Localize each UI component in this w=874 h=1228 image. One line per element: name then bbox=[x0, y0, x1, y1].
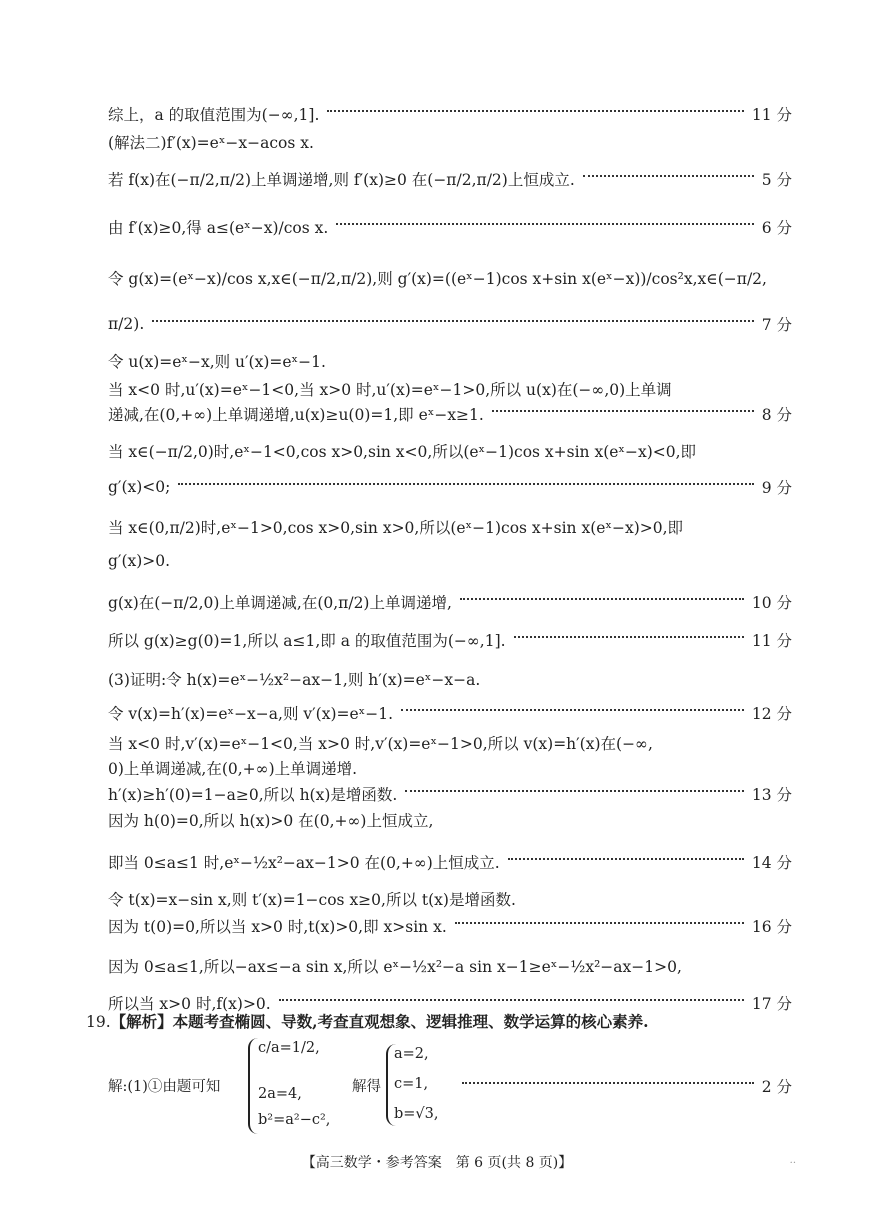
score: 10 分 bbox=[751, 594, 792, 612]
score: 14 分 bbox=[751, 854, 792, 872]
score: 13 分 bbox=[751, 786, 792, 804]
line-text: 令 g(x)=(eˣ−x)/cos x,x∈(−π/2,π/2),则 g′(x)=((eˣ−1)cos x+sin x(eˣ−x))/cos²x,x∈(−π/2, bbox=[108, 270, 767, 288]
answer-line bbox=[108, 783, 792, 805]
question-number: 19. bbox=[86, 1013, 111, 1031]
page-footer: 【高三数学・参考答案 第 6 页(共 8 页)】 bbox=[301, 1155, 573, 1171]
score: 5 分 bbox=[761, 171, 792, 189]
answer-line bbox=[108, 552, 792, 570]
answer-line bbox=[108, 629, 792, 651]
answer-line bbox=[108, 476, 792, 498]
leader-dots bbox=[152, 320, 753, 322]
answer-line bbox=[108, 757, 792, 779]
leader-dots bbox=[327, 110, 743, 112]
answer-line bbox=[108, 313, 792, 335]
answer-line bbox=[108, 103, 792, 125]
given-eq-3: b²=a²−c², bbox=[258, 1112, 331, 1128]
score: 16 分 bbox=[751, 918, 792, 936]
score: 2 分 bbox=[761, 1078, 792, 1096]
left-brace-icon bbox=[248, 1038, 258, 1134]
answer-line bbox=[108, 955, 792, 977]
solve-word: 解得 bbox=[352, 1079, 381, 1095]
line-text: 即当 0≤a≤1 时,eˣ−½x²−ax−1>0 在(0,+∞)上恒成立. bbox=[108, 854, 500, 872]
leader-dots bbox=[178, 483, 753, 485]
result-eq-1: a=2, bbox=[394, 1046, 429, 1062]
score: 11 分 bbox=[751, 632, 792, 650]
solution-score-line bbox=[454, 1075, 792, 1097]
answer-line bbox=[108, 809, 792, 831]
answer-line bbox=[108, 216, 792, 238]
score: 11 分 bbox=[751, 106, 792, 124]
leader-dots bbox=[455, 922, 744, 924]
answer-line bbox=[108, 131, 792, 153]
answer-line bbox=[108, 668, 792, 690]
line-text: g(x)在(−π/2,0)上单调递减,在(0,π/2)上单调递增, bbox=[108, 594, 452, 612]
line-text: 因为 h(0)=0,所以 h(x)>0 在(0,+∞)上恒成立, bbox=[108, 812, 434, 830]
answer-line bbox=[108, 267, 792, 289]
line-text: 当 x∈(0,π/2)时,eˣ−1>0,cos x>0,sin x>0,所以(eˣ−1)cos x+sin x(eˣ−x)>0,即 bbox=[108, 519, 684, 537]
answer-line bbox=[108, 350, 792, 372]
solution-intro: 解:(1)①由题可知 bbox=[108, 1079, 221, 1095]
answer-line bbox=[108, 591, 792, 613]
answer-line bbox=[108, 851, 792, 873]
corner-mark: ·· bbox=[789, 1158, 796, 1169]
line-text: g′(x)>0. bbox=[108, 552, 171, 570]
answer-line bbox=[108, 516, 792, 538]
given-eq-2: 2a=4, bbox=[258, 1086, 302, 1102]
line-text: 0)上单调递减,在(0,+∞)上单调递增. bbox=[108, 760, 358, 778]
result-eq-3: b=√3, bbox=[394, 1106, 439, 1122]
score: 12 分 bbox=[751, 705, 792, 723]
line-text: 递减,在(0,+∞)上单调递增,u(x)≥u(0)=1,即 eˣ−x≥1. bbox=[108, 406, 484, 424]
question-19-header bbox=[86, 1010, 648, 1032]
leader-dots bbox=[514, 636, 744, 638]
line-text: 当 x∈(−π/2,0)时,eˣ−1<0,cos x>0,sin x<0,所以(eˣ−1)cos x+sin x(eˣ−x)<0,即 bbox=[108, 443, 697, 461]
score: 17 分 bbox=[751, 995, 792, 1013]
line-text: (3)证明:令 h(x)=eˣ−½x²−ax−1,则 h′(x)=eˣ−x−a. bbox=[108, 671, 481, 689]
line-text: h′(x)≥h′(0)=1−a≥0,所以 h(x)是增函数. bbox=[108, 786, 398, 804]
score: 6 分 bbox=[761, 219, 792, 237]
answer-line bbox=[108, 403, 792, 425]
line-text: 因为 t(0)=0,所以当 x>0 时,t(x)>0,即 x>sin x. bbox=[108, 918, 447, 936]
score: 7 分 bbox=[761, 316, 792, 334]
leader-dots bbox=[492, 410, 754, 412]
leader-dots bbox=[583, 175, 754, 177]
analysis-tag: 【解析】 bbox=[110, 1012, 173, 1031]
score: 9 分 bbox=[761, 479, 792, 497]
given-eq-1: c/a=1/2, bbox=[258, 1040, 320, 1056]
leader-dots bbox=[508, 858, 744, 860]
leader-dots bbox=[279, 999, 744, 1001]
line-text: 所以当 x>0 时,f(x)>0. bbox=[108, 995, 271, 1013]
line-text: 令 v(x)=h′(x)=eˣ−x−a,则 v′(x)=eˣ−1. bbox=[108, 705, 394, 723]
line-text: 当 x<0 时,u′(x)=eˣ−1<0,当 x>0 时,u′(x)=eˣ−1>0,所以 u(x)在(−∞,0)上单调 bbox=[108, 381, 672, 399]
line-text: (解法二)f′(x)=eˣ−x−acos x. bbox=[108, 134, 314, 152]
answer-line bbox=[108, 702, 792, 724]
line-text: 若 f(x)在(−π/2,π/2)上单调递增,则 f′(x)≥0 在(−π/2,π/2)上恒成立. bbox=[108, 171, 575, 189]
leader-dots bbox=[405, 790, 744, 792]
line-text: 由 f′(x)≥0,得 a≤(eˣ−x)/cos x. bbox=[108, 219, 329, 237]
answer-line bbox=[108, 168, 792, 190]
leader-dots bbox=[336, 223, 753, 225]
line-text: 令 t(x)=x−sin x,则 t′(x)=1−cos x≥0,所以 t(x)是增函数. bbox=[108, 891, 516, 909]
line-text: 综上，a 的取值范围为(−∞,1]. bbox=[108, 106, 320, 124]
result-eq-2: c=1, bbox=[394, 1076, 429, 1092]
leader-dots bbox=[462, 1082, 754, 1084]
leader-dots bbox=[401, 709, 744, 711]
line-text: 所以 g(x)≥g(0)=1,所以 a≤1,即 a 的取值范围为(−∞,1]. bbox=[108, 632, 506, 650]
line-text: π/2). bbox=[108, 315, 145, 333]
answer-line bbox=[108, 915, 792, 937]
score: 8 分 bbox=[761, 406, 792, 424]
analysis-text: 本题考查椭圆、导数,考查直观想象、逻辑推理、数学运算的核心素养. bbox=[172, 1012, 649, 1031]
line-text: 因为 0≤a≤1,所以−ax≤−a sin x,所以 eˣ−½x²−a sin x−1≥eˣ−½x²−ax−1>0, bbox=[108, 958, 682, 976]
answer-line bbox=[108, 888, 792, 910]
line-text: g′(x)<0; bbox=[108, 478, 171, 496]
line-text: 当 x<0 时,v′(x)=eˣ−1<0,当 x>0 时,v′(x)=eˣ−1>0,所以 v(x)=h′(x)在(−∞, bbox=[108, 735, 653, 753]
answer-line bbox=[108, 378, 792, 400]
leader-dots bbox=[460, 598, 744, 600]
answer-line bbox=[108, 732, 792, 754]
line-text: 令 u(x)=eˣ−x,则 u′(x)=eˣ−1. bbox=[108, 353, 326, 371]
answer-line bbox=[108, 440, 792, 462]
